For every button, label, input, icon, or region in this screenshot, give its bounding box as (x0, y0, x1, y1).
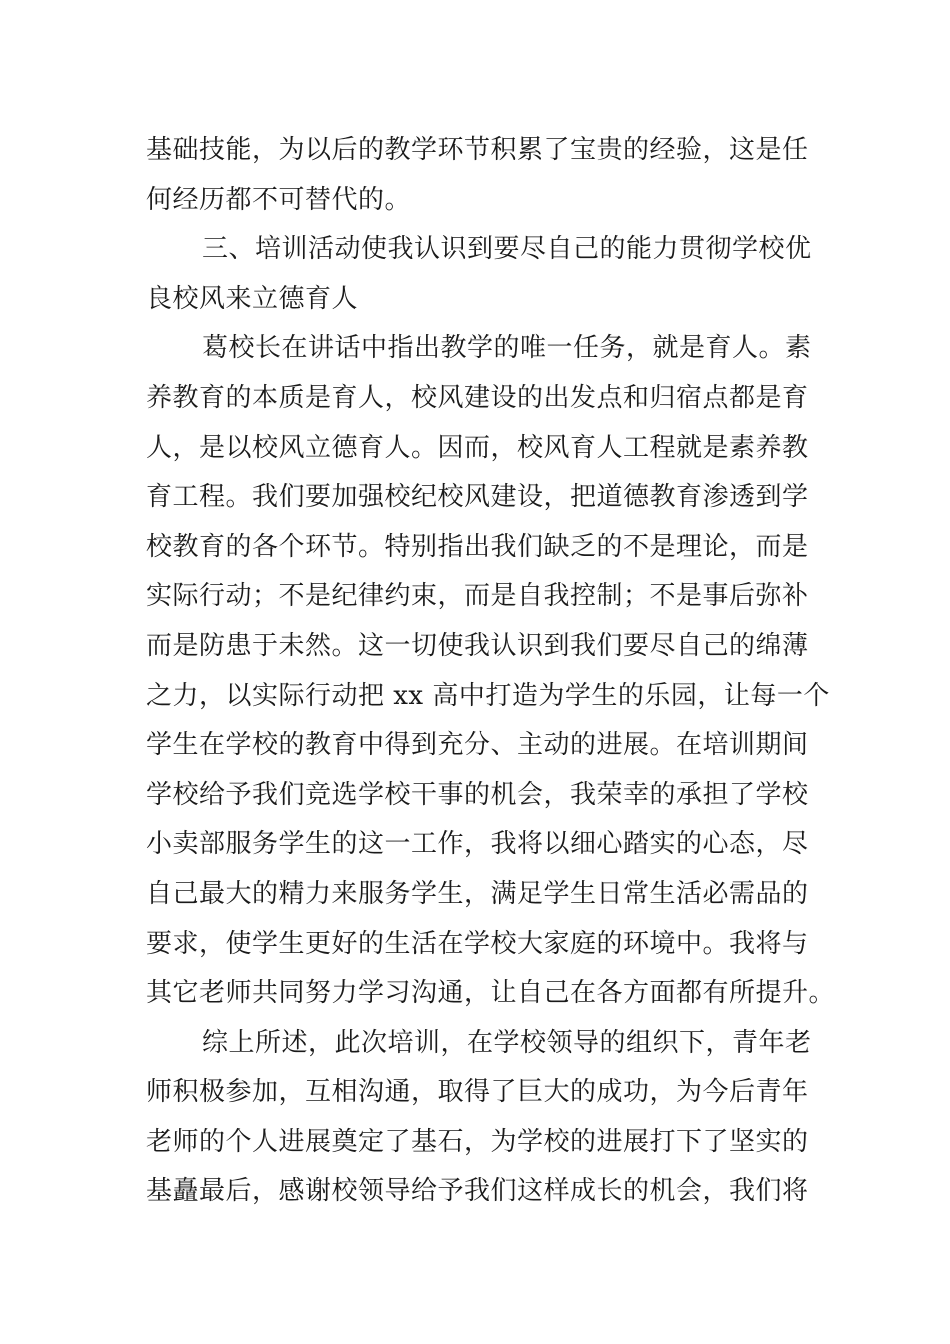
text-line: 葛校长在讲话中指出教学的唯一任务，就是育人。素 (202, 333, 812, 364)
text-line: 其它老师共同努力学习沟通，让自己在各方面都有所提升。 (146, 978, 836, 1009)
text-line: 基矗最后，感谢校领导给予我们这样成长的机会，我们将 (146, 1176, 809, 1207)
text-line: 之力，以实际行动把 xx 高中打造为学生的乐园，让每一个 (146, 680, 830, 711)
text-line: 基础技能，为以后的教学环节积累了宝贵的经验，这是任 (146, 135, 809, 165)
document-body (146, 126, 836, 1217)
text-line: 校教育的各个环节。特别指出我们缺乏的不是理论，而是 (146, 531, 809, 562)
text-line: 学生在学校的教育中得到充分、主动的进展。在培训期间 (146, 730, 809, 761)
text-line: 何经历都不可替代的。 (146, 184, 412, 215)
text-line: 而是防患于未然。这一切使我认识到我们要尽自己的绵薄 (146, 630, 809, 661)
text-line: 实际行动；不是纪律约束，而是自我控制；不是事后弥补 (146, 581, 809, 612)
section-heading-line: 三、培训活动使我认识到要尽自己的能力贯彻学校优 (202, 234, 812, 265)
section-heading-line: 良校风来立德育人 (146, 283, 359, 314)
text-line: 老师的个人进展奠定了基石，为学校的进展打下了坚实的 (146, 1126, 809, 1157)
text-line: 自己最大的精力来服务学生，满足学生日常生活必需品的 (146, 878, 809, 909)
text-line: 养教育的本质是育人，校风建设的出发点和归宿点都是育 (146, 382, 809, 413)
text-line: 要求，使学生更好的生活在学校大家庭的环境中。我将与 (146, 928, 809, 959)
text-line: 小卖部服务学生的这一工作，我将以细心踏实的心态，尽 (146, 829, 809, 860)
text-line: 师积极参加，互相沟通，取得了巨大的成功，为今后青年 (146, 1077, 809, 1108)
text-line: 人，是以校风立德育人。因而，校风育人工程就是素养教 (146, 432, 809, 463)
text-line: 综上所述，此次培训，在学校领导的组织下，青年老 (202, 1027, 812, 1058)
text-line: 育工程。我们要加强校纪校风建设，把道德教育渗透到学 (146, 482, 809, 513)
text-line: 学校给予我们竞选学校干事的机会，我荣幸的承担了学校 (146, 779, 809, 810)
